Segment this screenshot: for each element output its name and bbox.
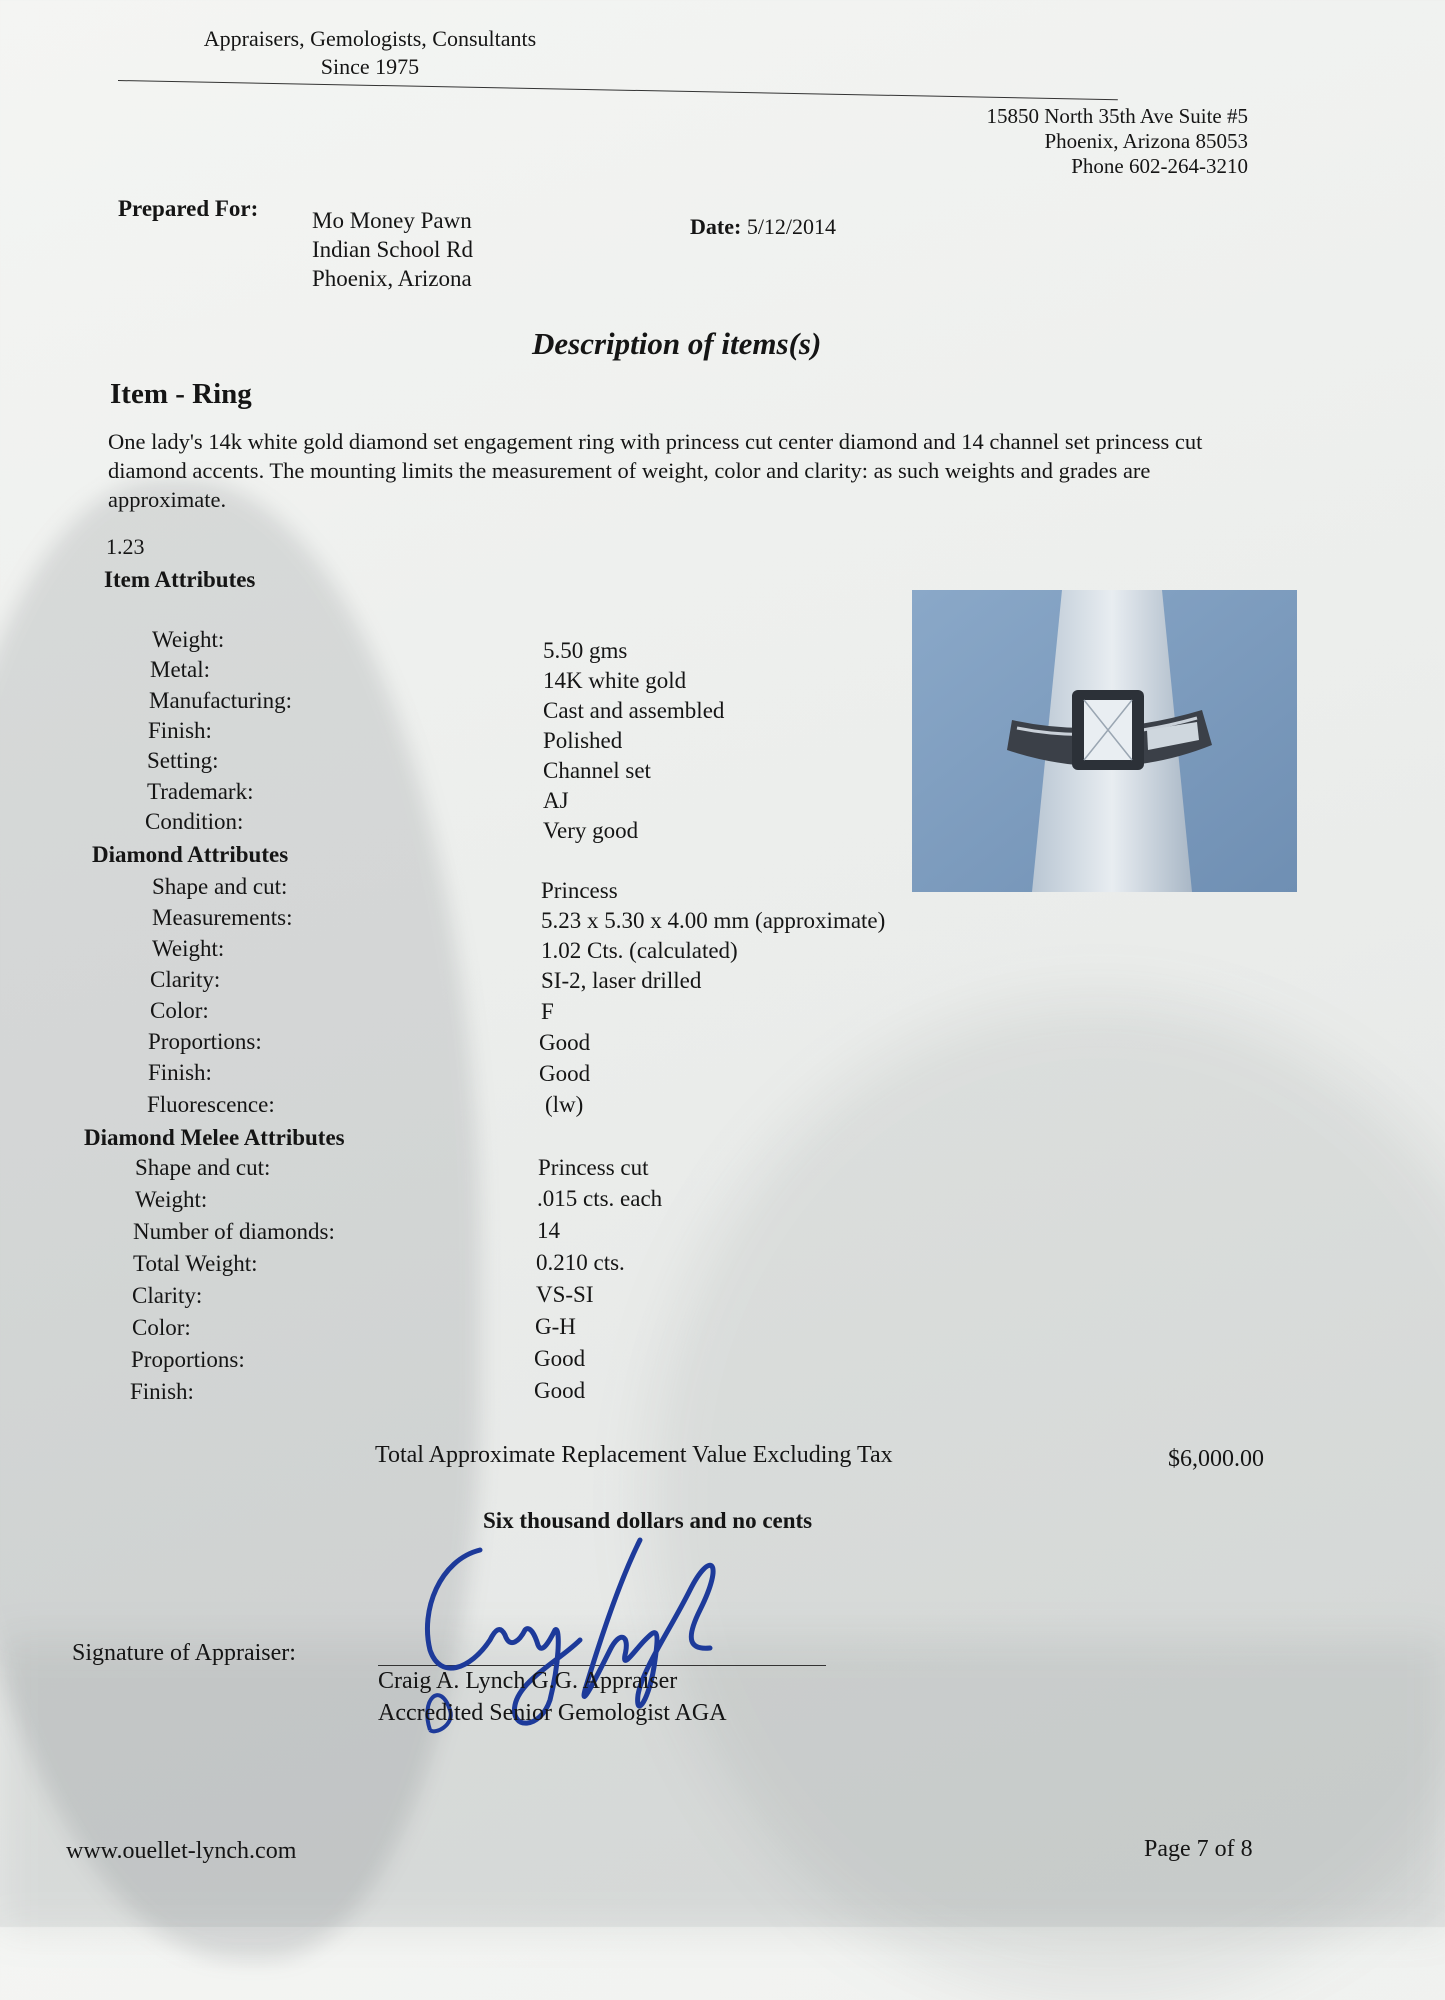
item-attr-value: 14K white gold [543, 668, 687, 693]
tagline-services: Appraisers, Gemologists, Consultants [203, 26, 537, 51]
item-attr-label: Metal: [150, 657, 211, 682]
page-shadow-right [650, 1000, 1445, 2000]
footer-website: www.ouellet-lynch.com [66, 1838, 297, 1864]
item-attr-value: Cast and assembled [543, 698, 725, 723]
melee-attr-value: Good [534, 1378, 586, 1403]
diamond-attr-label: Shape and cut: [152, 874, 288, 899]
diamond-attr-value: SI-2, laser drilled [541, 968, 702, 993]
item-carat-total: 1.23 [106, 534, 145, 559]
melee-attr-value: VS-SI [536, 1282, 594, 1307]
letterhead-divider [118, 80, 1118, 100]
item-attr-label: Manufacturing: [149, 688, 293, 713]
diamond-attr-value: 1.02 Cts. (calculated) [541, 938, 738, 963]
melee-attributes-heading: Diamond Melee Attributes [84, 1125, 345, 1150]
total-value-label: Total Approximate Replacement Value Excluding Tax [375, 1442, 893, 1468]
appraiser-name: Craig A. Lynch G.G. Appraiser [378, 1668, 678, 1694]
ring-photo [912, 590, 1297, 892]
melee-attr-label: Weight: [135, 1187, 208, 1212]
melee-attr-label: Finish: [130, 1379, 194, 1404]
appraiser-credential: Accredited Senior Gemologist AGA [378, 1700, 727, 1726]
diamond-attr-value: F [541, 999, 554, 1024]
signature-label: Signature of Appraiser: [72, 1640, 296, 1666]
diamond-attr-label: Proportions: [148, 1029, 262, 1054]
tagline-since: Since 1975 [320, 54, 420, 79]
melee-attr-label: Proportions: [131, 1347, 245, 1372]
item-attr-label: Trademark: [147, 779, 254, 804]
diamond-attr-value: Good [539, 1061, 591, 1086]
letterhead-tagline [190, 25, 550, 81]
item-attr-label: Condition: [145, 809, 244, 834]
item-attr-value: 5.50 gms [543, 638, 628, 663]
prepared-for-block [312, 206, 473, 293]
diamond-attr-value: (lw) [545, 1092, 584, 1117]
item-title: Item - Ring [110, 378, 252, 410]
item-attr-value: Polished [543, 728, 623, 753]
item-attr-label: Finish: [148, 718, 212, 743]
diamond-attr-value: 5.23 x 5.30 x 4.00 mm (approximate) [541, 908, 886, 933]
melee-attr-label: Color: [132, 1315, 191, 1340]
item-attr-label: Weight: [152, 627, 225, 652]
diamond-attr-label: Measurements: [152, 905, 293, 930]
client-street: Indian School Rd [312, 237, 473, 262]
melee-attr-value: G-H [535, 1314, 576, 1339]
prepared-for-label: Prepared For: [118, 196, 259, 221]
item-attr-value: AJ [543, 788, 569, 813]
diamond-attr-value: Princess [541, 878, 618, 903]
diamond-attr-label: Finish: [148, 1060, 212, 1085]
report-date [690, 214, 836, 240]
diamond-attr-label: Clarity: [150, 967, 221, 992]
item-attributes-heading: Item Attributes [104, 567, 256, 592]
company-address [986, 104, 1248, 179]
diamond-attr-value: Good [539, 1030, 591, 1055]
melee-attr-value: .015 cts. each [537, 1186, 663, 1211]
melee-attr-value: Good [534, 1346, 586, 1371]
description-title: Description of items(s) [532, 326, 822, 361]
melee-attr-label: Number of diamonds: [133, 1219, 335, 1244]
melee-attr-label: Clarity: [132, 1283, 203, 1308]
date-label: Date: [690, 214, 742, 239]
client-name: Mo Money Pawn [312, 208, 472, 233]
melee-attr-value: Princess cut [538, 1155, 649, 1180]
melee-attr-value: 14 [537, 1218, 560, 1243]
address-street: 15850 North 35th Ave Suite #5 [986, 104, 1248, 128]
melee-attr-value: 0.210 cts. [536, 1250, 625, 1275]
total-value-in-words: Six thousand dollars and no cents [483, 1508, 813, 1533]
diamond-attr-label: Weight: [152, 936, 225, 961]
client-city: Phoenix, Arizona [312, 266, 472, 291]
item-attr-label: Setting: [147, 748, 219, 773]
footer-page-number: Page 7 of 8 [1144, 1836, 1253, 1862]
diamond-attr-label: Color: [150, 998, 209, 1023]
item-description: One lady's 14k white gold diamond set engagement ring with princess cut center diamond and 14 channel set princess cut diamond accents. The mounting limits the measurement of weight, color and clarity: as such weights and grades are approximate. [108, 429, 1203, 512]
letterhead-logo-fragment [520, 0, 630, 10]
total-value-amount: $6,000.00 [1168, 1446, 1264, 1472]
address-city: Phoenix, Arizona 85053 [1044, 129, 1248, 153]
melee-attr-label: Shape and cut: [135, 1155, 271, 1180]
diamond-attributes-heading: Diamond Attributes [92, 842, 289, 867]
item-attr-value: Very good [543, 818, 639, 843]
melee-attr-label: Total Weight: [133, 1251, 258, 1276]
diamond-attr-label: Fluorescence: [147, 1092, 275, 1117]
item-attr-value: Channel set [543, 758, 651, 783]
date-value: 5/12/2014 [746, 214, 837, 239]
address-phone: Phone 602-264-3210 [1071, 154, 1248, 178]
